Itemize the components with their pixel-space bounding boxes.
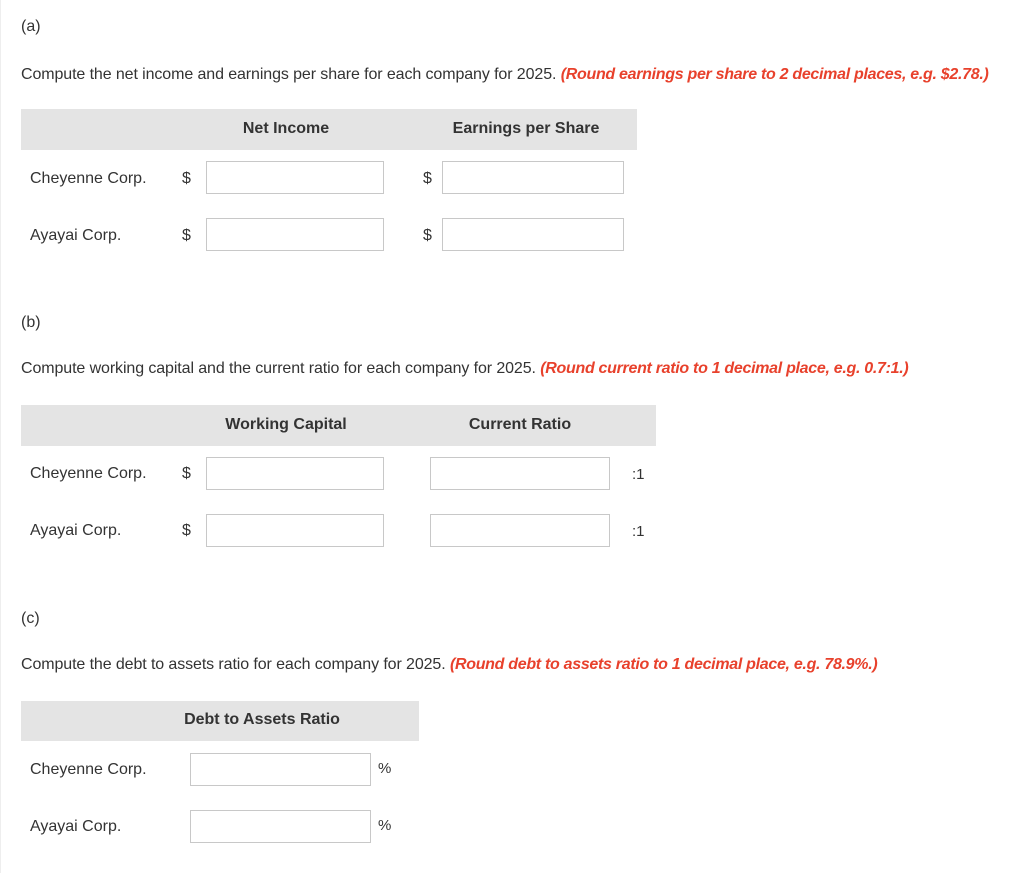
currency-symbol: $ [182,522,191,539]
part-b-instruction [21,360,908,378]
part-b-instruction-text: Compute working capital and the current ratio for each company for 2025. [21,360,536,377]
ayayai-working-capital-input[interactable] [206,514,384,547]
header-net-income: Net Income [242,120,330,137]
ayayai-current-ratio-input[interactable] [430,514,610,547]
ratio-suffix: :1 [632,523,645,540]
header-current-ratio: Current Ratio [468,416,572,433]
page-left-border [0,0,1,873]
percent-suffix: % [378,760,392,777]
ayayai-net-income-input[interactable] [206,218,384,251]
cheyenne-working-capital-input[interactable] [206,457,384,490]
part-a-instruction [21,66,989,84]
part-b-label: (b) [21,314,41,331]
part-c-instruction [21,656,877,674]
header-working-capital: Working Capital [225,416,347,433]
ratio-suffix: :1 [632,466,645,483]
part-c-label: (c) [21,610,40,627]
part-b-hint: (Round current ratio to 1 decimal place, e.g. 0.7:1.) [540,360,909,377]
part-b-row-label-ayayai: Ayayai Corp. [30,522,122,539]
part-c-hint: (Round debt to assets ratio to 1 decimal place, e.g. 78.9%.) [449,656,878,673]
header-earnings-per-share: Earnings per Share [452,120,600,137]
cheyenne-net-income-input[interactable] [206,161,384,194]
currency-symbol: $ [182,170,191,187]
part-a-hint: (Round earnings per share to 2 decimal places, e.g. $2.78.) [560,66,989,83]
currency-symbol: $ [423,170,432,187]
ayayai-eps-input[interactable] [442,218,624,251]
part-c-instruction-text: Compute the debt to assets ratio for each company for 2025. [21,656,446,673]
currency-symbol: $ [182,465,191,482]
percent-suffix: % [378,817,392,834]
cheyenne-debt-to-assets-input[interactable] [190,753,371,786]
part-c-row-label-ayayai: Ayayai Corp. [30,818,122,835]
part-a-row-label-ayayai: Ayayai Corp. [30,227,122,244]
part-c-row-label-cheyenne: Cheyenne Corp. [30,761,147,778]
cheyenne-current-ratio-input[interactable] [430,457,610,490]
header-debt-to-assets-ratio: Debt to Assets Ratio [184,711,340,728]
part-b-row-label-cheyenne: Cheyenne Corp. [30,465,147,482]
part-a-label: (a) [21,18,41,35]
cheyenne-eps-input[interactable] [442,161,624,194]
ayayai-debt-to-assets-input[interactable] [190,810,371,843]
currency-symbol: $ [182,227,191,244]
part-a-row-label-cheyenne: Cheyenne Corp. [30,170,147,187]
currency-symbol: $ [423,227,432,244]
part-a-instruction-text: Compute the net income and earnings per share for each company for 2025. [21,66,557,83]
